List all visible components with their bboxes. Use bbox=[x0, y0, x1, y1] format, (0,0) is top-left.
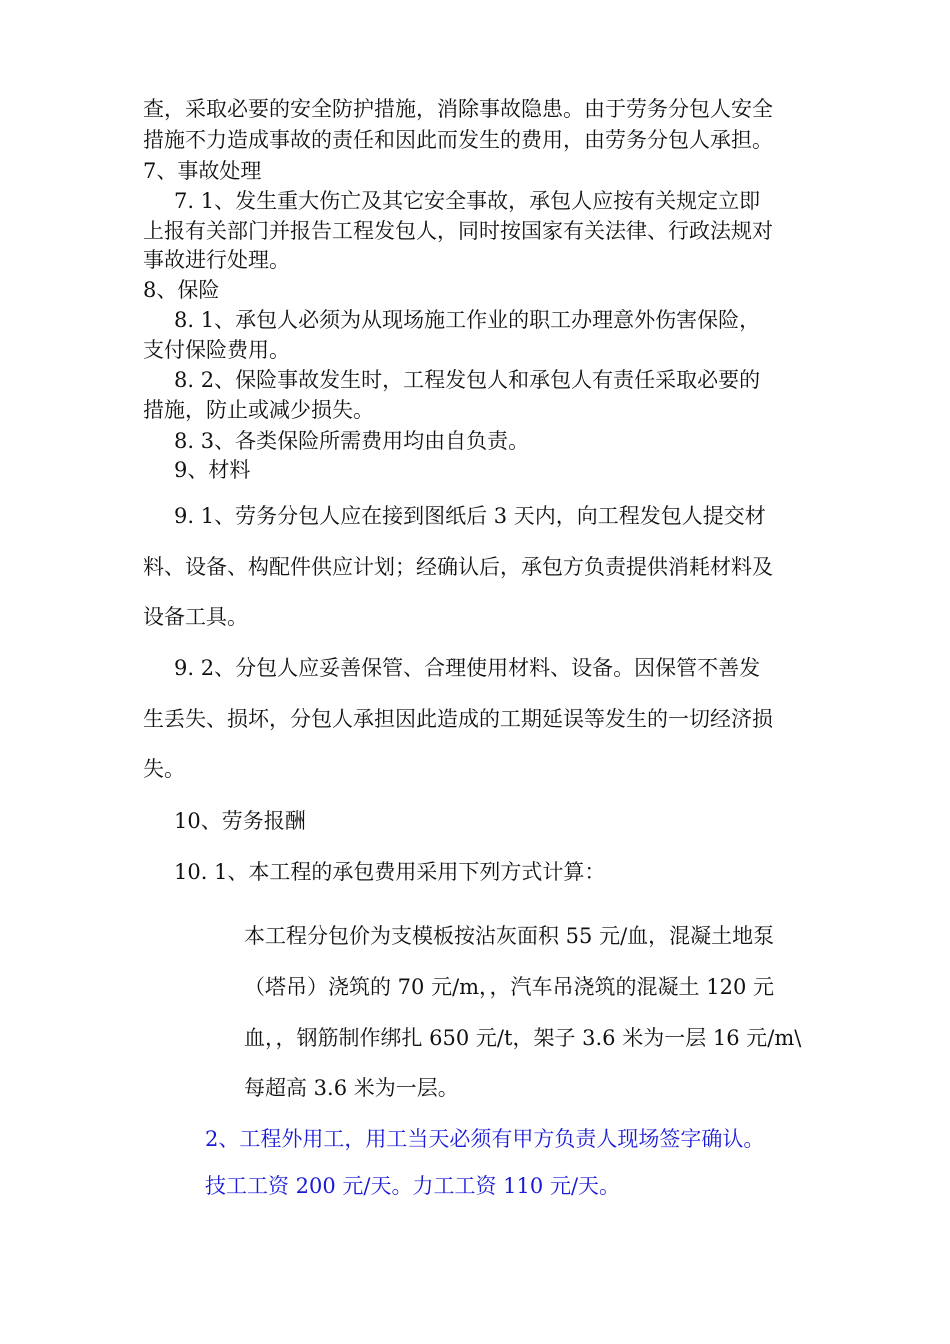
clause-10-1: 10. 1、本工程的承包费用采用下列方式计算： bbox=[174, 860, 606, 884]
section-heading-8: 8、保险 bbox=[143, 278, 220, 302]
text-line-11: 措施，防止或减少损失。 bbox=[143, 398, 374, 422]
text-line-19: 失。 bbox=[143, 757, 185, 781]
clause-8-3: 8. 3、各类保险所需费用均由自负责。 bbox=[174, 429, 530, 453]
clause-9-1: 9. 1、劳务分包人应在接到图纸后 3 天内，向工程发包人提交材 bbox=[174, 504, 766, 528]
extra-labor-line-2: 技工工资 200 元/天。力工工资 110 元/天。 bbox=[205, 1174, 621, 1198]
price-line-3: 血，，钢筋制作绑扎 650 元/t，架子 3.6 米为一层 16 元/m\ bbox=[244, 1026, 802, 1050]
text-line-5: 上报有关部门并报告工程发包人，同时按国家有关法律、行政法规对 bbox=[143, 219, 773, 243]
price-line-1: 本工程分包价为支模板按沾灰面积 55 元/血，混凝土地泵 bbox=[244, 924, 775, 948]
text-line-16: 设备工具。 bbox=[143, 605, 248, 629]
text-line-2: 措施不力造成事故的责任和因此而发生的费用，由劳务分包人承担。 bbox=[143, 128, 773, 152]
text-line-1: 查，采取必要的安全防护措施，消除事故隐患。由于劳务分包人安全 bbox=[143, 97, 773, 121]
extra-labor-line-1: 2、工程外用工，用工当天必须有甲方负责人现场签字确认。 bbox=[205, 1127, 765, 1151]
section-heading-7: 7、事故处理 bbox=[143, 159, 262, 183]
price-line-2: （塔吊）浇筑的 70 元/m，，汽车吊浇筑的混凝土 120 元 bbox=[244, 975, 774, 999]
text-line-9: 支付保险费用。 bbox=[143, 338, 290, 362]
clause-7-1: 7. 1、发生重大伤亡及其它安全事故，承包人应按有关规定立即 bbox=[174, 189, 761, 213]
clause-8-1: 8. 1、承包人必须为从现场施工作业的职工办理意外伤害保险， bbox=[174, 308, 761, 332]
clause-8-2: 8. 2、保险事故发生时，工程发包人和承包人有责任采取必要的 bbox=[174, 368, 761, 392]
text-line-6: 事故进行处理。 bbox=[143, 248, 290, 272]
price-line-4: 每超高 3.6 米为一层。 bbox=[244, 1076, 459, 1100]
text-line-15: 料、设备、构配件供应计划；经确认后，承包方负责提供消耗材料及 bbox=[143, 555, 773, 579]
section-heading-9: 9、材料 bbox=[174, 458, 251, 482]
section-heading-10: 10、劳务报酬 bbox=[174, 809, 306, 833]
text-line-18: 生丢失、损坏，分包人承担因此造成的工期延误等发生的一切经济损 bbox=[143, 707, 773, 731]
clause-9-2: 9. 2、分包人应妥善保管、合理使用材料、设备。因保管不善发 bbox=[174, 656, 761, 680]
